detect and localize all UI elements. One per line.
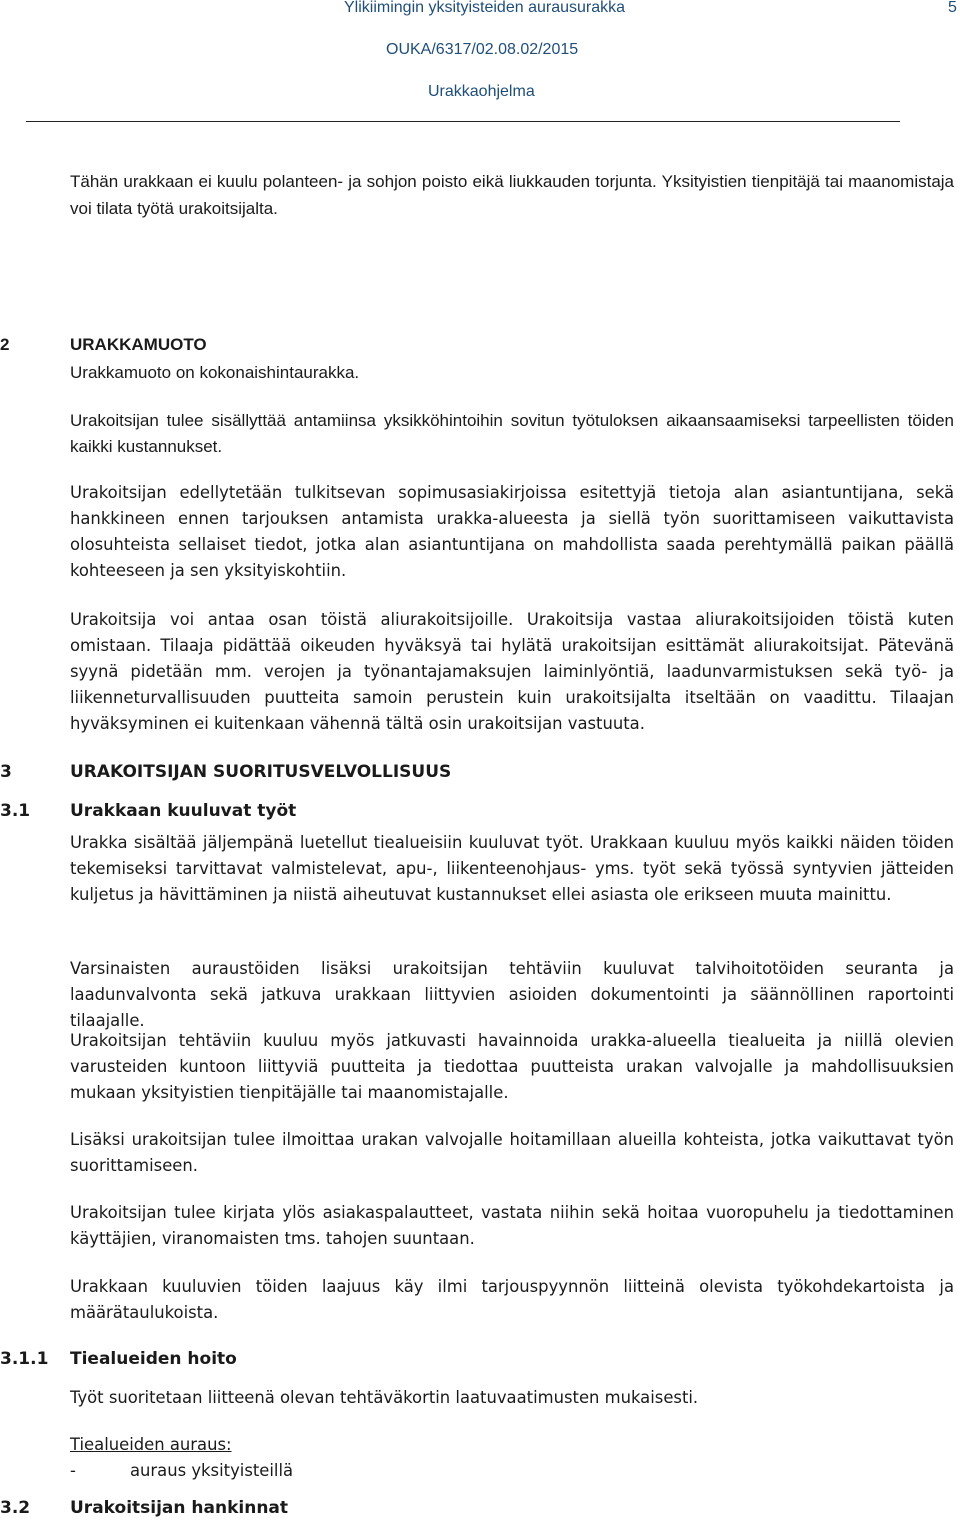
section-3-1-paragraph3: Urakoitsijan tehtäviin kuuluu myös jatkuvasti havainnoida urakka-alueella tiealueita ja niillä olevien varusteiden kuntoon liittyviä puutteita ja tiedottaa puutteista urakan valvojalle ja mahdollisuuksien mukaan yksityistien tienpitäjälle tai maanomistajalle. — [70, 1031, 954, 1102]
document-title: Ylikiimingin yksityisteiden aurausurakka — [344, 0, 626, 16]
section-3-1-number: 3.1 — [0, 801, 31, 821]
section-3-1-paragraph4: Lisäksi urakoitsijan tulee ilmoittaa urakan valvojalle hoitamillaan alueilla kohteista, jotka vaikuttavat työn suorittamiseen. — [70, 1130, 954, 1175]
header-divider — [26, 121, 900, 122]
list-item: auraus yksityisteillä — [130, 1461, 294, 1480]
section-2-number: 2 — [0, 335, 10, 354]
section-3-title: URAKOITSIJAN SUORITUSVELVOLLISUUS — [70, 762, 452, 782]
section-2-paragraph1: Urakoitsijan tulee sisällyttää antamiinsa yksikköhintoihin sovitun työtuloksen aikaansaamiseksi tarpeellisten töiden kaikki kustannukset. — [70, 411, 954, 456]
section-3-2-number: 3.2 — [0, 1498, 31, 1518]
section-3-number: 3 — [0, 762, 12, 782]
document-reference: OUKA/6317/02.08.02/2015 — [386, 41, 579, 58]
section-2-paragraph2: Urakoitsijan edellytetään tulkitsevan sopimusasiakirjoissa esitettyjä tietoja alan asiantuntijana, sekä hankkineen ennen tarjouksen antamista urakka-alueesta ja siellä työn suorittamiseen vaikuttavista olosuhteista sellaiset tiedot, jotka alan asiantuntijana on mahdollista saada perehtymällä paikan päällä kohteeseen ja sen yksityiskohtiin. — [70, 483, 954, 580]
section-2-paragraph3: Urakoitsija voi antaa osan töistä aliurakoitsijoille. Urakoitsija vastaa aliurakoitsijoiden töistä kuten omistaan. Tilaaja pidättää oikeuden hyväksyä tai hylätä urakoitsijan esittämät aliurakoitsijat. Pätevänä syynä pidetään mm. verojen ja työnantajamaksujen laiminlyöntiä, laadunvarmistuksen sekä työ- ja liikenneturvallisuuden puutteita samoin perustein kuin urakoitsijalta itseltään on vaadittu. Tilaajan hyväksyminen ei kuitenkaan vähennä tältä osin urakoitsijan vastuuta. — [70, 610, 954, 733]
intro-paragraph: Tähän urakkaan ei kuulu polanteen- ja sohjon poisto eikä liukkauden torjunta. Yksityistien tienpitäjä tai maanomistaja voi tilata työtä urakoitsijalta. — [70, 172, 954, 218]
section-3-1-title: Urakkaan kuuluvat työt — [70, 801, 297, 821]
list-dash: - — [70, 1461, 76, 1480]
section-3-2-title: Urakoitsijan hankinnat — [70, 1498, 289, 1518]
section-2-line1: Urakkamuoto on kokonaishintaurakka. — [70, 363, 360, 382]
section-3-1-paragraph1: Urakka sisältää jäljempänä luetellut tiealueisiin kuuluvat työt. Urakkaan kuuluu myös kaikki näiden töiden tekemiseksi tarvittavat valmistelevat, apu-, liikenteenohjaus- yms. työt sekä työssä syntyvien jätteiden kuljetus ja hävittäminen ja niistä aiheutuvat kustannukset ellei asiasta ole erikseen muuta mainittu. — [70, 833, 954, 904]
section-3-1-1-subheading: Tiealueiden auraus: — [70, 1435, 232, 1454]
section-3-1-1-title: Tiealueiden hoito — [70, 1349, 237, 1369]
section-3-1-1-number: 3.1.1 — [0, 1349, 49, 1369]
section-3-1-paragraph6: Urakkaan kuuluvien töiden laajuus käy ilmi tarjouspyynnön liitteinä olevista työkohdekartoista ja määrätaulukoista. — [70, 1277, 954, 1322]
section-3-1-1-paragraph1: Työt suoritetaan liitteenä olevan tehtäväkortin laatuvaatimusten mukaisesti. — [70, 1388, 699, 1407]
section-3-1-paragraph2: Varsinaisten auraustöiden lisäksi urakoitsijan tehtäviin kuuluvat talvihoitotöiden seuranta ja laadunvalvonta sekä jatkuva urakkaan liittyvien asioiden dokumentointi ja säännöllinen raportointi tilaajalle. — [70, 959, 954, 1030]
page-number: 5 — [948, 0, 957, 16]
section-2-title: URAKKAMUOTO — [70, 335, 207, 354]
section-3-1-paragraph5: Urakoitsijan tulee kirjata ylös asiakaspalautteet, vastata niihin sekä hoitaa vuoropuhelu ja tiedottaminen käyttäjien, viranomaisten tms. tahojen suuntaan. — [70, 1203, 954, 1248]
document-program: Urakkaohjelma — [428, 83, 535, 100]
